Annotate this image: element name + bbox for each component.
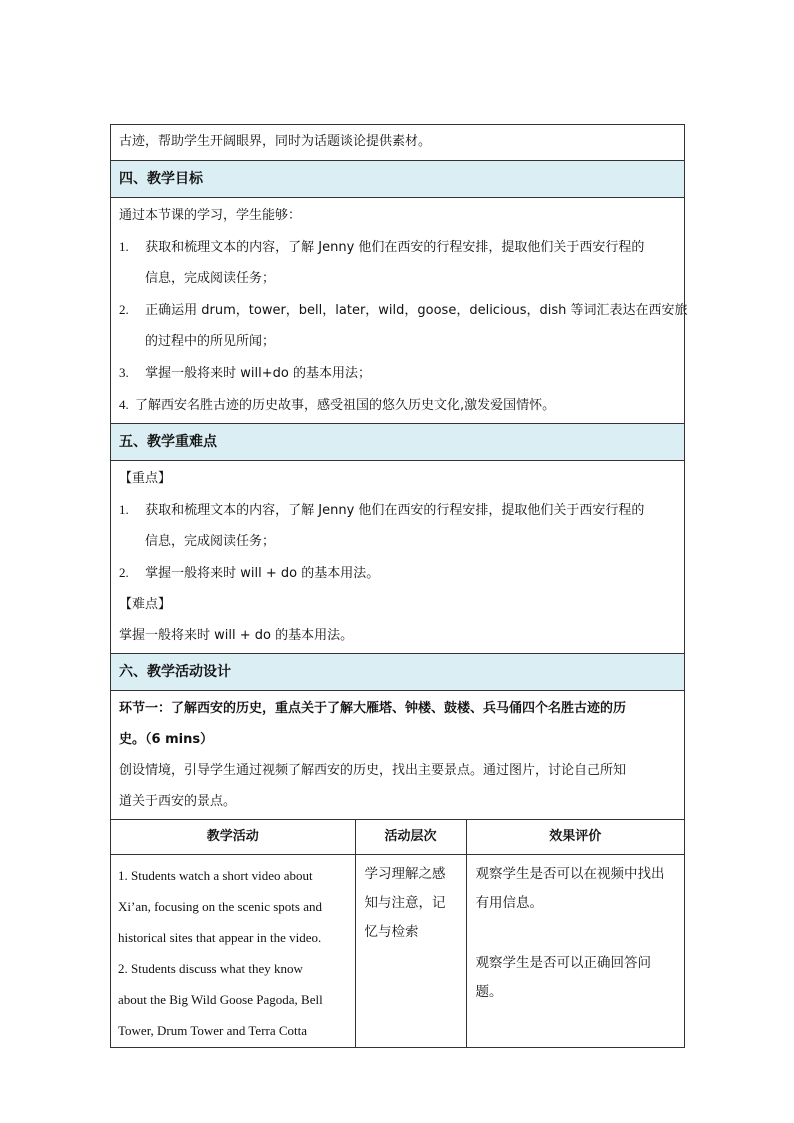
step-description-cont: 道关于西安的景点。 — [119, 794, 237, 809]
header-level: 活动层次 — [355, 820, 466, 855]
activity-line: historical sites that appear in the video. — [118, 930, 322, 945]
header-activity: 教学活动 — [111, 820, 355, 855]
activity-step-intro — [111, 690, 684, 819]
objectives-lead: 通过本节课的学习，学生能够： — [119, 208, 302, 223]
level-line: 忆与检索 — [364, 924, 419, 940]
step-title-cont: 史。（6 mins） — [119, 732, 214, 747]
activity-line: Xi’an, focusing on the scenic spots and — [118, 899, 322, 914]
activity-table-row — [111, 855, 684, 1048]
activity-line: about the Big Wild Goose Pagoda, Bell — [118, 992, 323, 1007]
difficult-label: 【难点】 — [119, 597, 172, 612]
evaluation-gap — [476, 918, 678, 949]
evaluation-line: 观察学生是否可以在视频中找出 — [475, 866, 665, 882]
evaluation-line: 题。 — [475, 984, 503, 1000]
objective-item: 4. 了解西安名胜古迹的历史故事，感受祖国的悠久历史文化,激发爱国情怀。 — [119, 397, 556, 413]
activity-table-header — [111, 820, 684, 855]
level-cell — [355, 855, 466, 1048]
lesson-plan-document — [110, 124, 688, 1048]
objective-item-cont: 的过程中的所见所闻； — [145, 334, 276, 349]
step-title: 环节一：了解西安的历史，重点关于了解大雁塔、钟楼、鼓楼、兵马俑四个名胜古迹的历 — [119, 701, 627, 716]
key-item-cont: 信息，完成阅读任务； — [145, 534, 276, 549]
level-line: 学习理解之感 — [364, 866, 446, 882]
activity-cell — [111, 855, 355, 1048]
section-heading-key-points: 五、教学重难点 — [111, 423, 684, 460]
objective-item: 1. 获取和梳理文本的内容，了解 Jenny 他们在西安的行程安排，提取他们关于西安行程的 — [119, 239, 645, 255]
objectives-body — [111, 197, 688, 423]
evaluation-line: 观察学生是否可以正确回答问 — [475, 955, 651, 971]
section-heading-activity-design: 六、教学活动设计 — [111, 653, 684, 690]
activity-table — [111, 819, 684, 1047]
objective-item-cont: 信息，完成阅读任务； — [145, 271, 276, 286]
header-evaluation: 效果评价 — [466, 820, 684, 855]
objective-item: 2. 正确运用 drum，tower，bell，later，wild，goose，delicious，dish 等词汇表达在西安旅 — [119, 302, 688, 318]
objective-item: 3. 掌握一般将来时 will+do 的基本用法； — [119, 365, 371, 381]
activity-line: 2. Students discuss what they know — [118, 961, 303, 976]
intro-line: 古迹，帮助学生开阔眼界，同时为话题谈论提供素材。 — [111, 124, 684, 160]
level-line: 知与注意，记 — [364, 895, 446, 911]
step-description: 创设情境，引导学生通过视频了解西安的历史，找出主要景点。通过图片，讨论自己所知 — [119, 763, 627, 778]
key-item: 1. 获取和梳理文本的内容，了解 Jenny 他们在西安的行程安排，提取他们关于西安行程的 — [119, 502, 645, 518]
activity-line: 1. Students watch a short video about — [118, 868, 313, 883]
evaluation-cell — [466, 855, 684, 1048]
key-points-body — [111, 460, 684, 653]
section-heading-objectives: 四、教学目标 — [111, 160, 684, 197]
evaluation-line: 有用信息。 — [475, 895, 543, 911]
key-item: 2. 掌握一般将来时 will + do 的基本用法。 — [119, 565, 380, 581]
activity-line: Tower, Drum Tower and Terra Cotta — [118, 1023, 308, 1038]
key-label: 【重点】 — [119, 471, 172, 486]
difficult-text: 掌握一般将来时 will + do 的基本用法。 — [119, 628, 354, 643]
